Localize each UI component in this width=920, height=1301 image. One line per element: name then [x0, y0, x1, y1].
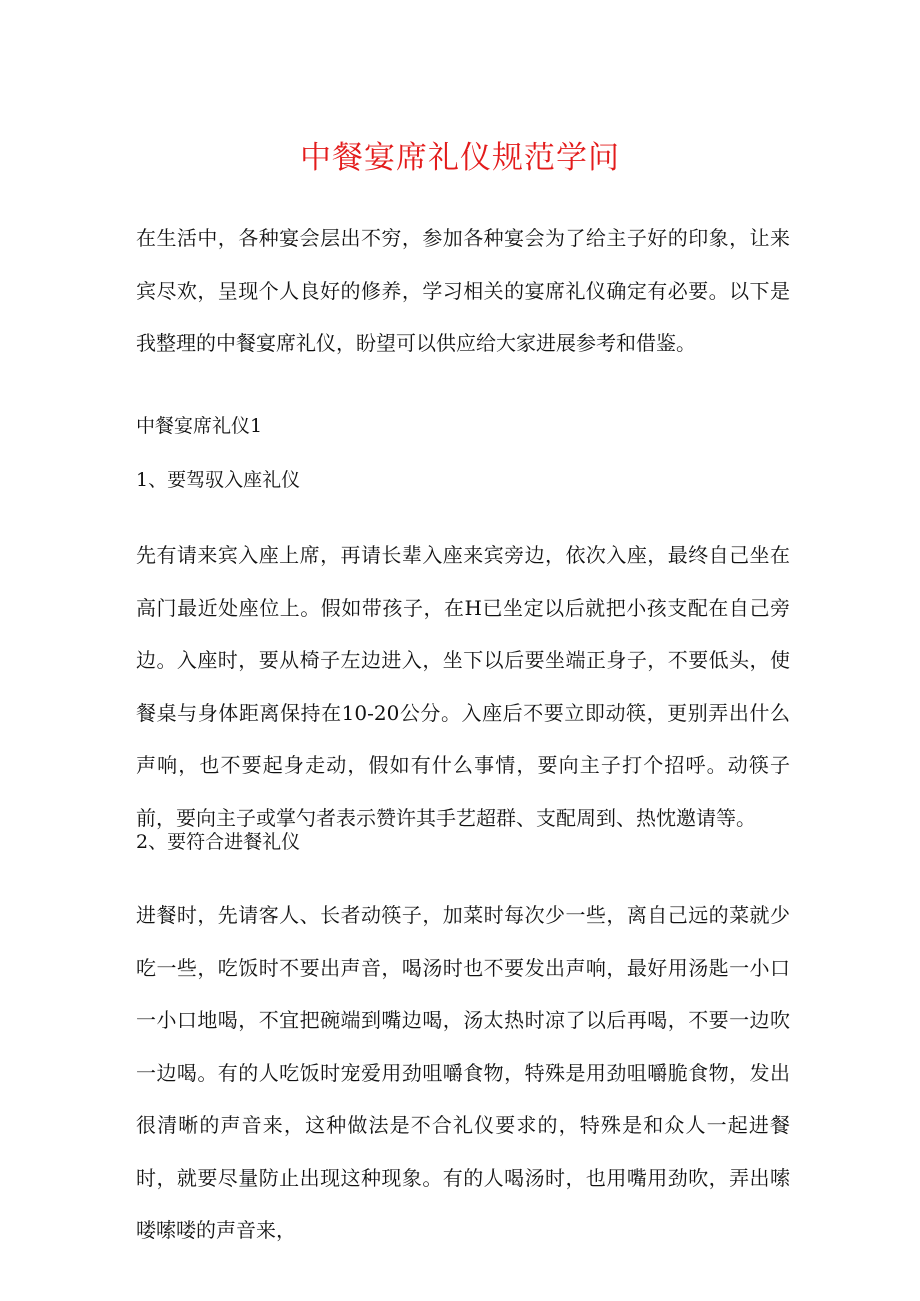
document-title: 中餐宴席礼仪规范学问	[300, 140, 620, 176]
section-heading: 中餐宴席礼仪1	[136, 415, 263, 437]
item-1-paragraph: 先有请来宾入座上席，再请长辈入座来宾旁边，依次入座，最终自己坐在高门最近处座位上。假如带孩子，在H已坐定以后就把小孩支配在自己旁边。入座时，要从椅子左边进入，坐下以后要坐端正身子，不要低头，使餐桌与身体距离保持在10-20公分。入座后不要立即动筷，更别弄出什么声响，也不要起身走动，假如有什么事情，要向主子打个招呼。动筷子前，要向主子或掌勺者表示赞许其手艺超群、支配周到、热忱邀请等。	[136, 543, 790, 830]
intro-paragraph: 在生活中，各种宴会层出不穷，参加各种宴会为了给主子好的印象，让来宾尽欢，呈现个人良好的修养，学习相关的宴席礼仪确定有必要。以下是我整理的中餐宴席礼仪，盼望可以供应给大家进展参考和借鉴。	[136, 226, 790, 355]
item-2-heading: 2、要符合进餐礼仪	[136, 831, 301, 853]
item-1-heading: 1、要驾驭入座礼仪	[136, 469, 301, 491]
item-2-paragraph: 进餐时，先请客人、长者动筷子，加菜时每次少一些，离自己远的菜就少吃一些，吃饭时不要出声音，喝汤时也不要发出声响，最好用汤匙一小口一小口地喝，不宜把碗端到嘴边喝，汤太热时凉了以后再喝，不要一边吹一边喝。有的人吃饭时宠爱用劲咀嚼食物，特殊是用劲咀嚼脆食物，发出很清晰的声音来，这种做法是不合礼仪要求的，特殊是和众人一起进餐时，就要尽量防止出现这种现象。有的人喝汤时，也用嘴用劲吹，弄出嗦喽嗦喽的声音来，	[136, 903, 790, 1242]
